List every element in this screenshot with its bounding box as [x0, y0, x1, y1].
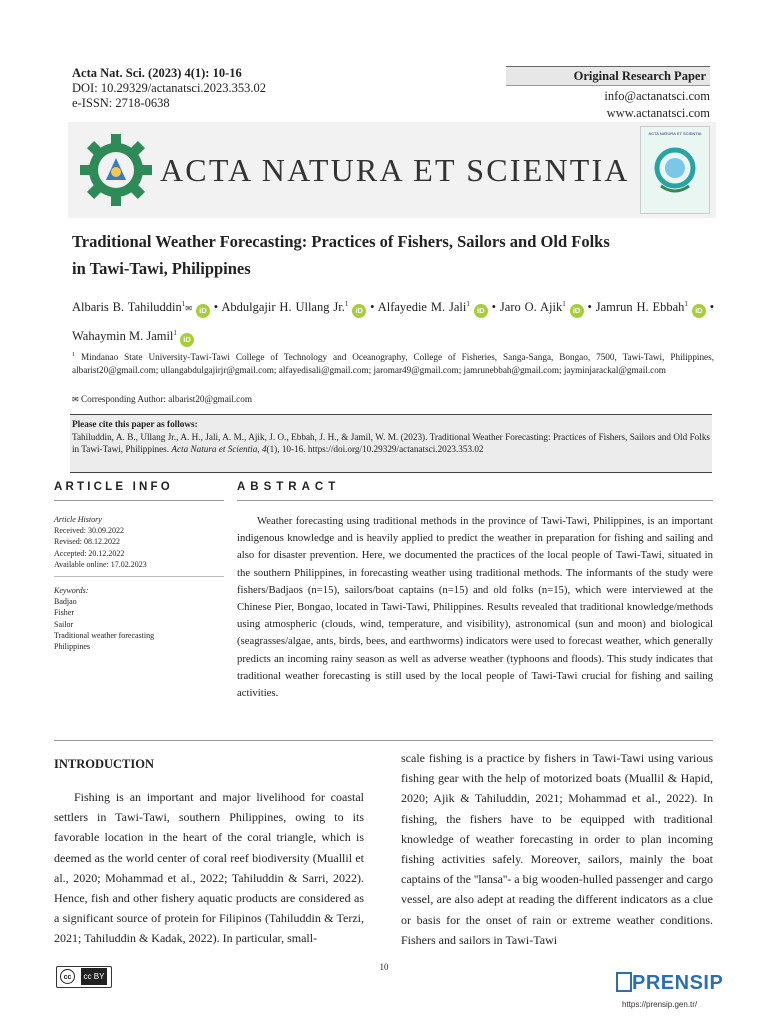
abstract-text: Weather forecasting using traditional methods in the province of Tawi-Tawi, Philippines, is an important indigenous knowledge and is heavily applied to predict the weather in preparation for fishing and sailing and also for disaster prevention. Here, we documented the practices of the local people of Tawi-Tawi, situated in the southern Philippines, in forecasting weather using traditional methods. The informants of the study were fishers/Badjaos (n=15), sailors/boat captains (n=15) and old folks (n=15), which were interviewed at the Chinese Pier, Bongao, located in Tawi-Tawi, Philippines. Results revealed that traditional knowledge/methods using atmospheric (clouds, wind, temperature, and visibility), astronomical (sun and moon) and biological (seagrasses/algae, ants, birds, bees, and earthworms) indicators were used to forecast weather, which generally predicts an incoming rainy season as well as adverse weather (typhoons and floods). This study indicates that traditional weather forecasting is still used by the local people of Tawi-Tawi crucial for fishing and sailing activities. — [237, 515, 713, 700]
abstract-rule — [237, 500, 713, 501]
journal-email[interactable]: info@actanatsci.com — [604, 89, 710, 103]
author: Wahaymin M. Jamil — [72, 329, 174, 344]
journal-cover — [640, 126, 710, 214]
article-history — [54, 514, 224, 570]
citation-part: , — [257, 444, 262, 455]
license-text: cc BY — [81, 968, 107, 985]
date-received: Received: 30.09.2022 — [54, 526, 124, 536]
orcid-icon[interactable]: iD — [570, 304, 584, 318]
journal-name: ACTA NATURA ET SCIENTIA — [160, 152, 630, 188]
title-line-1: Traditional Weather Forecasting: Practices of Fishers, Sailors and Old Folks — [72, 232, 610, 251]
paper-type: Original Research Paper — [506, 66, 710, 86]
author-sup: 1 — [173, 329, 177, 338]
cc-icon: cc — [60, 969, 75, 984]
journal-banner — [68, 122, 716, 218]
keyword: Traditional weather forecasting — [54, 630, 155, 640]
citation-heading: Please cite this paper as follows: — [72, 419, 198, 429]
article-info-rule — [54, 500, 224, 501]
keyword: Badjao — [54, 597, 77, 607]
publisher-url[interactable]: https://prensip.gen.tr/ — [622, 1000, 698, 1009]
paper-title — [72, 228, 712, 282]
citation-volume: 4 — [261, 444, 267, 455]
separator: • — [491, 300, 497, 315]
citation-box — [70, 414, 712, 473]
introduction-col1: Fishing is an important and major livelihood for coastal settlers in Tawi-Tawi, southern Philippines, owing to its favorable location in the heart of the coral triangle, which is deemed as the world center of coral reef biodiversity (Muallil et al., 2020; Mohammad et al., 2022; Tahiluddin & Sarri, 2022). Hence, fish and other fishery aquatic products are considered as a significant source of protein for Filipinos (Tahiluddin & Terzi, 2021; Tahiluddin & Kadak, 2022). In particular, small- — [54, 790, 364, 946]
author: Alfayedie M. Jali — [377, 300, 467, 315]
affiliation — [72, 349, 714, 376]
keywords-label: Keywords: — [54, 586, 89, 595]
cover-title: ACTA NATURA ET SCIENTIA — [648, 131, 702, 136]
publisher-logo[interactable] — [616, 972, 723, 995]
paper-type-box — [506, 66, 710, 122]
abstract-bottom-rule — [54, 740, 713, 741]
keyword: Sailor — [54, 619, 74, 629]
title-line-2: in Tawi-Tawi, Philippines — [72, 259, 251, 278]
affiliation-sup: 1 — [72, 352, 75, 358]
journal-website[interactable]: www.actanatsci.com — [606, 106, 710, 120]
doi[interactable]: DOI: 10.29329/actanatsci.2023.353.02 — [72, 81, 267, 95]
author: Abdulgajir H. Ullang Jr. — [221, 300, 345, 315]
keywords — [54, 585, 224, 652]
author-sup: 1 — [562, 300, 566, 308]
citation-part[interactable]: (1), 10-16. https://doi.org/10.29329/actanatsci.2023.353.02 — [266, 444, 484, 455]
affiliation-text: Mindanao State University-Tawi-Tawi College of Technology and Oceanography, College of Fisheries, Sanga-Sanga, Bongao, 7500, Tawi-Tawi, Philippines, albarist20@gmail.com; ullangabdulgajirjr@gmail.com; alfayedisali@gmail.com; jaromar49@gmail.com; jamrunebbah@gmail.com; jayminjarackal@gmail.com — [72, 352, 715, 375]
separator: • — [587, 300, 592, 315]
orcid-icon[interactable]: iD — [692, 304, 706, 318]
separator: • — [213, 300, 219, 315]
date-revised: Revised: 08.12.2022 — [54, 537, 120, 547]
corresponding-text: Corresponding Author: albarist20@gmail.com — [81, 394, 253, 404]
date-online: Available online: 17.02.2023 — [54, 559, 147, 569]
keyword: Fisher — [54, 608, 74, 618]
cover-art-icon — [641, 136, 709, 206]
citation-text — [72, 431, 710, 456]
orcid-icon[interactable]: iD — [474, 304, 488, 318]
orcid-icon[interactable]: iD — [352, 304, 366, 318]
citation-journal: Acta Natura et Scientia — [171, 444, 258, 455]
author: Jamrun H. Ebbah — [595, 300, 685, 315]
author-sup: 1 — [466, 300, 470, 308]
author: Jaro O. Ajik — [499, 300, 563, 315]
page-number: 10 — [379, 962, 389, 972]
publisher-name: PRENSIP — [632, 972, 724, 994]
separator: • — [370, 300, 375, 315]
author-list — [72, 292, 714, 348]
corresponding-author — [72, 394, 252, 404]
journal-header — [72, 66, 266, 111]
keyword: Philippines — [54, 642, 91, 652]
history-rule — [54, 576, 224, 577]
mail-icon: ✉ — [185, 304, 192, 314]
history-label: Article History — [54, 515, 102, 524]
abstract-heading: ABSTRACT — [237, 481, 341, 493]
orcid-icon[interactable]: iD — [196, 304, 210, 318]
author: Albaris B. Tahiluddin — [72, 300, 182, 315]
date-accepted: Accepted: 20.12.2022 — [54, 548, 125, 558]
gear-logo-icon — [74, 128, 158, 212]
cc-license-badge[interactable] — [56, 966, 112, 988]
orcid-icon[interactable]: iD — [180, 333, 194, 347]
journal-citation: Acta Nat. Sci. (2023) 4(1): 10-16 — [72, 66, 242, 80]
author-sup: 1 — [684, 300, 688, 308]
introduction-col2: scale fishing is a practice by fishers in Tawi-Tawi using various fishing gear with the help of motorized boats (Muallil & Hapid, 2020; Ajik & Tahiluddin, 2021; Mohammad et al., 2022). In fishing, the fishers have to be equipped with traditional knowledge of weather forecasting in order to plan incoming fishing activities safely. Moreover, sailors, mainly the boat captains of the ''lansa''- a big wooden-hulled passenger and cargo vessel, are also adept at reading the different indicators as a clue or basis for the onset of rain or extreme weather conditions. Fishers and sailors in Tawi-Tawi — [401, 751, 713, 947]
mail-icon: ✉ — [72, 395, 79, 404]
publisher-mark-icon — [616, 972, 632, 992]
article-info-heading: ARTICLE INFO — [54, 481, 173, 493]
author-sup: 1 — [181, 300, 186, 308]
eissn: e-ISSN: 2718-0638 — [72, 96, 170, 110]
introduction-heading: INTRODUCTION — [54, 757, 155, 771]
separator: • — [709, 300, 715, 315]
citation-part: Tahiluddin, A. B., Ullang Jr., A. H., Jali, A. M., Ajik, J. O., Ebbah, J. H., & Jamil, W. M. (2023). Traditional Weather Forecasting: Practices of Fishers, Sailors and Old Folks in Tawi-Tawi, Philippines. — [72, 431, 710, 455]
author-sup: 1 — [344, 300, 349, 308]
